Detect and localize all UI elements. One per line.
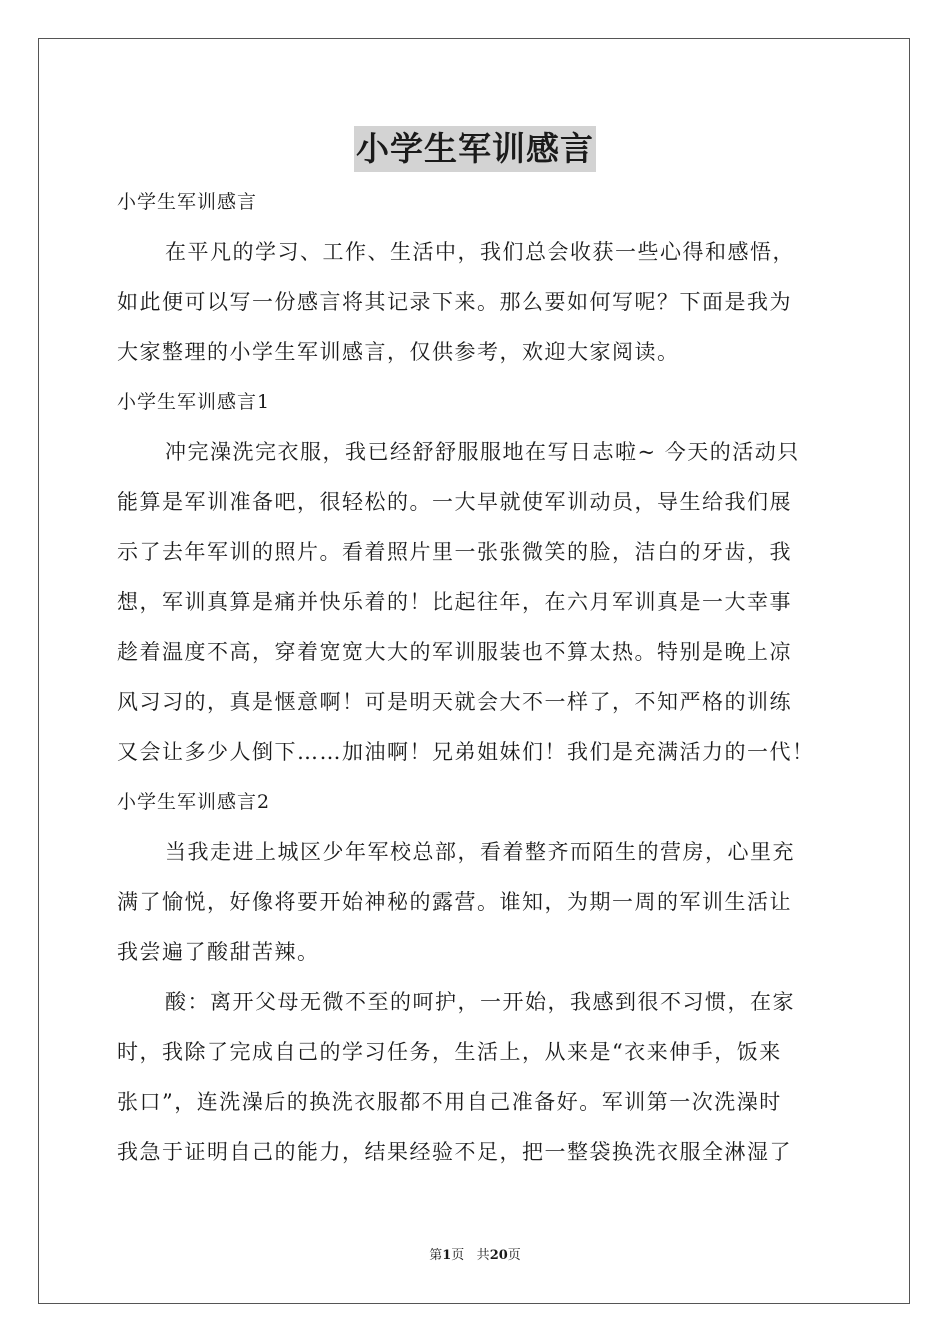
text-line: 我尝遍了酸甜苦辣。 <box>117 940 320 964</box>
document-subtitle: 小学生军训感言 <box>117 191 258 213</box>
text-line: 示了去年军训的照片。看着照片里一张张微笑的脸，洁白的牙齿，我 <box>117 540 792 564</box>
page-number: 1 <box>442 1248 452 1263</box>
text-line: 冲完澡洗完衣服，我已经舒舒服服地在写日志啦~ 今天的活动只 <box>165 440 800 464</box>
text-line: 我急于证明自己的能力，结果经验不足，把一整袋换洗衣服全淋湿了 <box>117 1140 792 1164</box>
text-line: 时，我除了完成自己的学习任务，生活上，从来是“衣来伸手，饭来 <box>117 1040 782 1064</box>
text-line: 如此便可以写一份感言将其记录下来。那么要如何写呢？下面是我为 <box>117 290 792 314</box>
section-1-paragraph <box>117 427 837 777</box>
section-heading-1: 小学生军训感言1 <box>117 391 271 413</box>
text-line: 想，军训真算是痛并快乐着的！比起往年，在六月军训真是一大幸事 <box>117 590 792 614</box>
page-footer <box>0 1246 950 1266</box>
text-line: 在平凡的学习、工作、生活中，我们总会收获一些心得和感悟， <box>165 240 795 264</box>
text-line: 能算是军训准备吧，很轻松的。一大早就使军训动员，导生给我们展 <box>117 490 792 514</box>
text-line: 当我走进上城区少年军校总部，看着整齐而陌生的营房，心里充 <box>165 840 795 864</box>
text-line: 酸：离开父母无微不至的呵护，一开始，我感到很不习惯，在家 <box>165 990 795 1014</box>
page-prefix: 第 <box>429 1248 443 1263</box>
section-2-paragraph-1 <box>117 827 837 977</box>
text-line: 满了愉悦，好像将要开始神秘的露营。谁知，为期一周的军训生活让 <box>117 890 792 914</box>
document-body <box>117 177 837 1177</box>
intro-paragraph <box>117 227 837 377</box>
title-area <box>0 126 950 172</box>
text-line: 张口”，连洗澡后的换洗衣服都不用自己准备好。军训第一次洗澡时 <box>117 1090 782 1114</box>
page-suffix: 页 <box>451 1248 465 1263</box>
total-prefix: 共 <box>476 1248 490 1263</box>
section-heading-2: 小学生军训感言2 <box>117 791 271 813</box>
section-2-paragraph-2 <box>117 977 837 1177</box>
text-line: 又会让多少人倒下……加油啊！兄弟姐妹们！我们是充满活力的一代！ <box>117 740 815 764</box>
text-line: 趁着温度不高，穿着宽宽大大的军训服装也不算太热。特别是晚上凉 <box>117 640 792 664</box>
text-line: 大家整理的小学生军训感言，仅供参考，欢迎大家阅读。 <box>117 340 680 364</box>
total-suffix: 页 <box>507 1248 521 1263</box>
document-title: 小学生军训感言 <box>354 126 596 172</box>
total-pages: 20 <box>489 1248 508 1263</box>
text-line: 风习习的，真是惬意啊！可是明天就会大不一样了，不知严格的训练 <box>117 690 792 714</box>
